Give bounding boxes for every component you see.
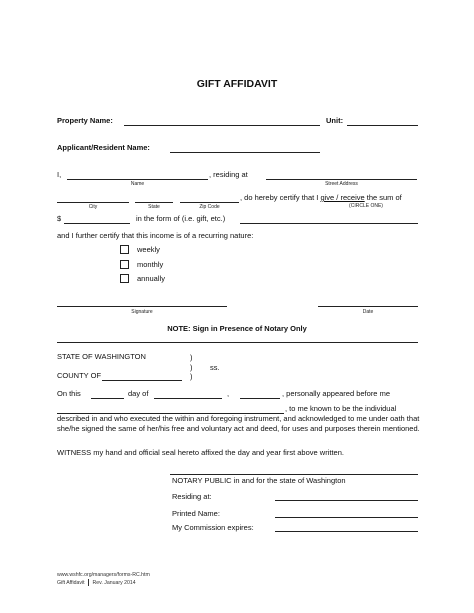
name-caption: Name	[130, 181, 145, 187]
property-name-label: Property Name:	[57, 116, 113, 125]
residing-at-label: , residing at	[209, 170, 248, 179]
annually-label: annually	[137, 274, 165, 283]
i-label: I,	[57, 170, 62, 179]
comma-label: ,	[227, 389, 230, 398]
dollar-sign: $	[57, 214, 62, 223]
monthly-label: monthly	[137, 260, 164, 269]
property-name-field[interactable]	[124, 125, 320, 126]
footer-form-name: Gift Affidavit	[57, 579, 85, 586]
city-field[interactable]	[57, 202, 129, 203]
witness-text: WITNESS my hand and official seal hereto affixed the day and year first above written.	[57, 448, 344, 457]
zip-code-field[interactable]	[180, 202, 239, 203]
date-caption: Date	[362, 309, 374, 315]
notary-residing-field[interactable]	[275, 500, 418, 501]
acknowledgement-paragraph: described in and who executed the within and foregoing instrument, and acknowledged to me under oath that she/he signed the same of her/his free and voluntary act and deed, for uses and purposes therein mentioned.	[57, 414, 420, 433]
county-field[interactable]	[102, 380, 182, 381]
footer-url: www.wshfc.org/managers/forms-RC.htm	[57, 572, 150, 578]
paren-3: )	[190, 372, 193, 381]
notary-public-label: NOTARY PUBLIC in and for the state of Washington	[172, 476, 346, 485]
monthly-checkbox[interactable]	[120, 260, 129, 269]
weekly-checkbox[interactable]	[120, 245, 129, 254]
certify-text	[240, 193, 402, 202]
form-of-label: in the form of (i.e. gift, etc.)	[136, 214, 226, 223]
unit-field[interactable]	[347, 125, 418, 126]
appeared-text: , personally appeared before me	[282, 389, 390, 398]
state-of-washington: STATE OF WASHINGTON	[57, 352, 146, 361]
on-this-label: On this	[57, 389, 81, 398]
month-field[interactable]	[154, 398, 222, 399]
footer-revision: Rev. January 2014	[92, 579, 136, 586]
year-field[interactable]	[240, 398, 280, 399]
weekly-label: weekly	[137, 245, 160, 254]
applicant-name-label: Applicant/Resident Name:	[57, 143, 150, 152]
zip-code-caption: Zip Code	[199, 204, 220, 210]
paren-2: )	[190, 363, 193, 372]
notary-note: NOTE: Sign in Presence of Notary Only	[167, 324, 307, 333]
signature-caption: Signature	[131, 309, 153, 315]
county-of-label: COUNTY OF	[57, 371, 102, 380]
state-field[interactable]	[135, 202, 173, 203]
day-field[interactable]	[91, 398, 124, 399]
known-text: , to me known to be the individual	[285, 404, 397, 413]
unit-label: Unit:	[326, 116, 344, 125]
state-caption: State	[148, 204, 160, 210]
residing-at-notary-label: Residing at:	[172, 492, 212, 501]
certify-text-part2: the sum of	[366, 193, 402, 202]
footer-divider	[88, 579, 89, 586]
gift-form-field[interactable]	[240, 223, 418, 224]
section-divider	[57, 342, 418, 343]
circle-one-caption: (CIRCLE ONE)	[349, 203, 383, 209]
commission-expires-label: My Commission expires:	[172, 523, 254, 532]
page-title: GIFT AFFIDAVIT	[196, 78, 278, 90]
date-field[interactable]	[318, 306, 418, 307]
certifier-name-field[interactable]	[67, 179, 208, 180]
amount-field[interactable]	[64, 223, 130, 224]
recurring-text: and I further certify that this income is of a recurring nature:	[57, 231, 254, 240]
day-of-label: day of	[128, 389, 149, 398]
paren-1: )	[190, 353, 193, 362]
street-address-caption: Street Address	[325, 181, 358, 187]
footer-form-info	[57, 579, 136, 586]
commission-expires-field[interactable]	[275, 531, 418, 532]
street-address-field[interactable]	[266, 179, 417, 180]
printed-name-label: Printed Name:	[172, 509, 220, 518]
applicant-name-field[interactable]	[170, 152, 320, 153]
ss-label: ss.	[210, 363, 220, 372]
give-receive-choice[interactable]: give / receive	[320, 193, 365, 202]
city-caption: City	[88, 204, 98, 210]
certify-text-part1: , do hereby certify that I	[240, 193, 319, 202]
signature-field[interactable]	[57, 306, 227, 307]
annually-checkbox[interactable]	[120, 274, 129, 283]
printed-name-field[interactable]	[275, 517, 418, 518]
notary-signature-field[interactable]	[170, 474, 418, 475]
